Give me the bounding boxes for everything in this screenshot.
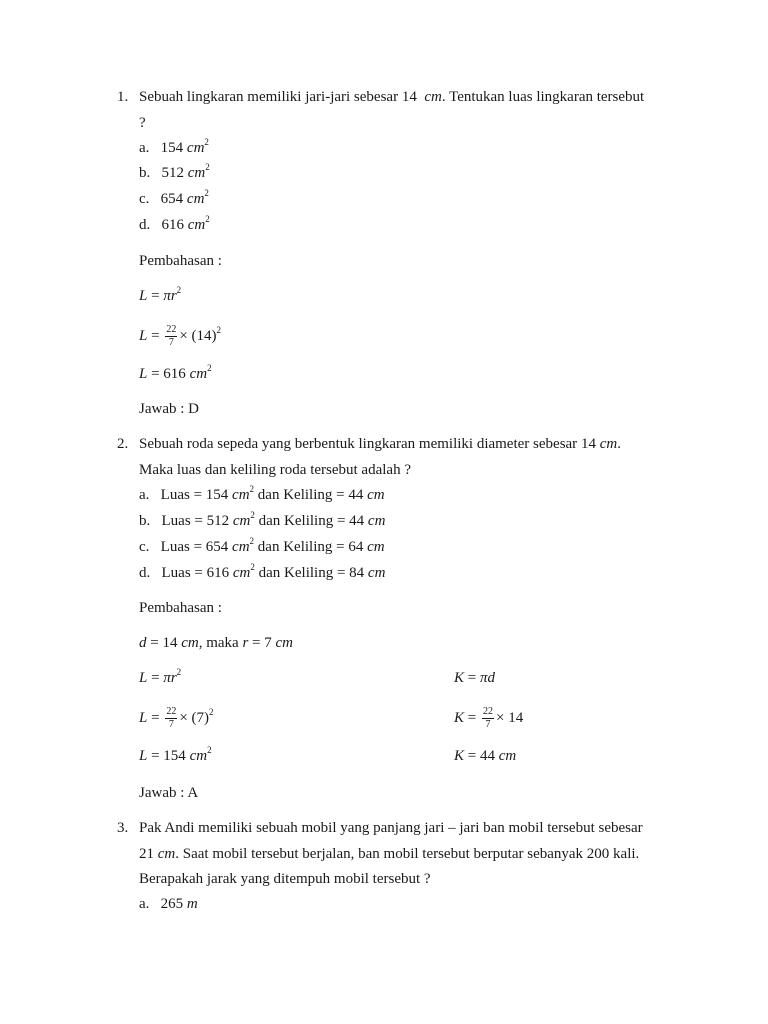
fraction-22-7: $\frac{22}{7}$ xyxy=(482,706,493,730)
q2-given: d = 14 cm, maka r = 7 cm xyxy=(139,635,294,651)
q1-option-b: b. 512 $cm^2$ xyxy=(139,162,210,181)
q2-keliling-formula-3: K = 44 cm xyxy=(454,748,517,764)
q3-text-line3: Berapakah jarak yang ditempuh mobil tersebut ? xyxy=(139,871,431,887)
q2-pembahasan: Pembahasan : xyxy=(139,600,222,616)
q1-formula-1: $L = \pi r^2$ xyxy=(139,285,182,304)
q2-luas-formula-2: L = $\frac{22}{7}$ × $(7)^2$ xyxy=(139,706,214,730)
q1-option-a: a. 154 $cm^2$ xyxy=(139,137,209,156)
q1-text-line1: Sebuah lingkaran memiliki jari-jari sebesar 14 cm. Tentukan luas lingkaran tersebut xyxy=(139,89,645,105)
q2-option-d: d. Luas = 616 $cm^2$ dan Keliling = 84 cm xyxy=(139,562,386,581)
q2-keliling-formula-2: K = $\frac{22}{7}$ × 14 xyxy=(454,706,524,730)
q2-keliling-formula-1: K = πd xyxy=(454,670,495,686)
q2-option-c: c. Luas = 654 $cm^2$ dan Keliling = 64 cm xyxy=(139,536,385,555)
q1-formula-3: L = 616 $cm^2$ xyxy=(139,363,212,382)
q2-text-line1: Sebuah roda sepeda yang berbentuk lingkaran memiliki diameter sebesar 14 cm. xyxy=(139,436,621,452)
q2-option-a: a. Luas = 154 $cm^2$ dan Keliling = 44 cm xyxy=(139,484,385,503)
fraction-22-7: $\frac{22}{7}$ xyxy=(166,324,177,348)
q1-option-c: c. 654 $cm^2$ xyxy=(139,188,209,207)
q1-option-d: d. 616 $cm^2$ xyxy=(139,214,210,233)
q2-luas-formula-1: $L = \pi r^2$ xyxy=(139,667,182,686)
q3-number: 3. xyxy=(117,820,129,836)
q2-option-b: b. Luas = 512 $cm^2$ dan Keliling = 44 cm xyxy=(139,510,386,529)
q3-option-a: a. 265 m xyxy=(139,896,198,912)
q1-pembahasan: Pembahasan : xyxy=(139,253,222,269)
q1-jawab: Jawab : D xyxy=(139,401,199,417)
q1-formula-2: L = $\frac{22}{7}$ × $(14)^2$ xyxy=(139,324,222,348)
q2-jawab: Jawab : A xyxy=(139,785,199,801)
q3-text-line2: 21 cm. Saat mobil tersebut berjalan, ban mobil tersebut berputar sebanyak 200 kali. xyxy=(139,846,640,862)
q2-number: 2. xyxy=(117,436,129,452)
q2-text-line2: Maka luas dan keliling roda tersebut adalah ? xyxy=(139,462,411,478)
q2-luas-formula-3: L = 154 $cm^2$ xyxy=(139,745,212,764)
q1-text-line2: ? xyxy=(139,115,146,131)
fraction-22-7: $\frac{22}{7}$ xyxy=(166,706,177,730)
q1-number: 1. xyxy=(117,89,129,105)
q3-text-line1: Pak Andi memiliki sebuah mobil yang panjang jari – jari ban mobil tersebut sebesar xyxy=(139,820,643,836)
